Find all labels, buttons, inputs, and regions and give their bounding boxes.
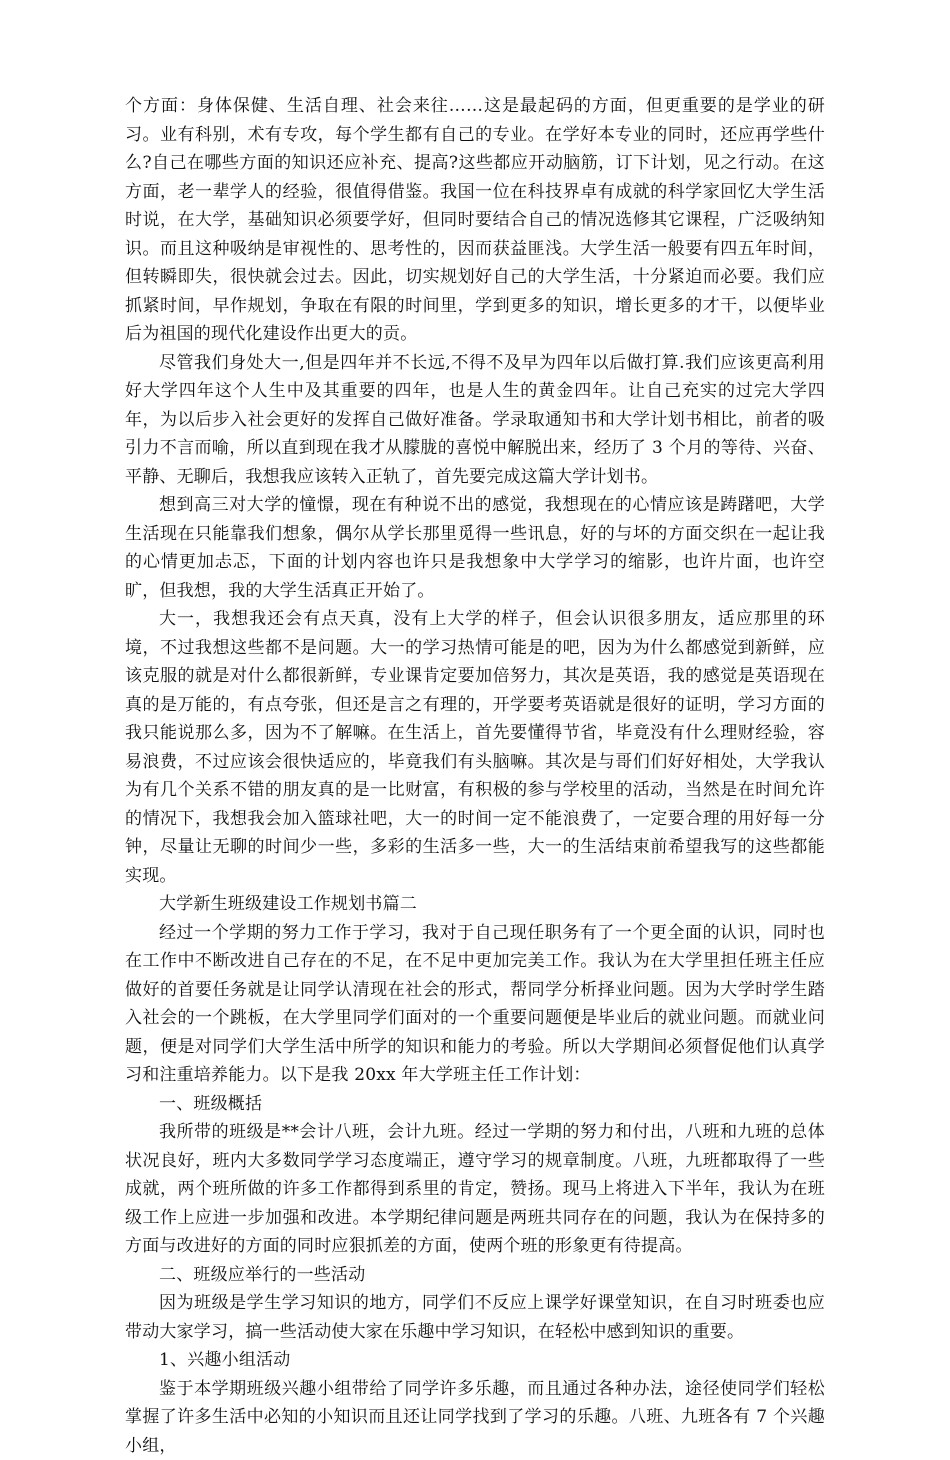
heading-class-activities: 二、班级应举行的一些活动 [125,1261,825,1290]
paragraph-interest-groups: 鉴于本学期班级兴趣小组带给了同学许多乐趣，而且通过各种办法，途径使同学们轻松掌握了许多生活中必知的小知识而且还让同学找到了学习的乐趣。八班、九班各有 7 个兴趣小组， [125,1375,825,1460]
paragraph-expectations: 想到高三对大学的憧憬，现在有种说不出的感觉，我想现在的心情应该是踌躇吧，大学生活现在只能靠我们想象，偶尔从学长那里觅得一些讯息，好的与坏的方面交织在一起让我的心情更加忐忑，下面的计划内容也许只是我想象中大学学习的缩影，也许片面，也许空旷，但我想，我的大学生活真正开始了。 [125,491,825,605]
paragraph-class-teacher-plan: 经过一个学期的努力工作于学习，我对于自己现任职务有了一个更全面的认识，同时也在工作中不断改进自己存在的不足，在不足中更加完美工作。我认为在大学里担任班主任应做好的首要任务就是让同学认清现在社会的形式，帮同学分析择业问题。因为大学时学生踏入社会的一个跳板，在大学里同学们面对的一个重要问题便是毕业后的就业问题。而就业问题，便是对同学们大学生活中所学的知识和能力的考验。所以大学期间必须督促他们认真学习和注重培养能力。以下是我 20xx 年大学班主任工作计划： [125,919,825,1090]
paragraph-freshman-plan: 尽管我们身处大一,但是四年并不长远,不得不及早为四年以后做打算.我们应该更高利用好大学四年这个人生中及其重要的四年，也是人生的黄金四年。让自己充实的过完大学四年，为以后步入社会更好的发挥自己做好准备。学录取通知书和大学计划书相比，前者的吸引力不言而喻，所以直到现在我才从朦胧的喜悦中解脱出来，经历了 3 个月的等待、兴奋、平静、无聊后，我想我应该转入正轨了，首先要完成这篇大学计划书。 [125,349,825,492]
document-page [125,92,825,1460]
paragraph-class-overview: 我所带的班级是**会计八班，会计九班。经过一学期的努力和付出，八班和九班的总体状况良好，班内大多数同学学习态度端正，遵守学习的规章制度。八班，九班都取得了一些成就，两个班所做的许多工作都得到系里的肯定，赞扬。现马上将进入下半年，我认为在班级工作上应进一步加强和改进。本学期纪律问题是两班共同存在的问题，我认为在保持多的方面与改进好的方面的同时应狠抓差的方面，使两个班的形象更有待提高。 [125,1118,825,1261]
heading-interest-groups: 1、兴趣小组活动 [125,1346,825,1375]
paragraph-first-year: 大一，我想我还会有点天真，没有上大学的样子，但会认识很多朋友，适应那里的环境，不过我想这些都不是问题。大一的学习热情可能是的吧，因为为什么都感觉到新鲜，应该克服的就是对什么都很新鲜，专业课肯定要加倍努力，其次是英语，我的感觉是英语现在真的是万能的，有点夸张，但还是言之有理的，开学要考英语就是很好的证明，学习方面的我只能说那么多，因为不了解嘛。在生活上，首先要懂得节省，毕竟没有什么理财经验，容易浪费，不过应该会很快适应的，毕竟我们有头脑嘛。其次是与哥们们好好相处，大学我认为有几个关系不错的朋友真的是一比财富，有积极的参与学校里的活动，当然是在时间允许的情况下，我想我会加入篮球社吧，大一的时间一定不能浪费了，一定要合理的用好每一分钟，尽量让无聊的时间少一些，多彩的生活多一些，大一的生活结束前希望我写的这些都能实现。 [125,605,825,890]
section-heading-part-two: 大学新生班级建设工作规划书篇二 [125,890,825,919]
paragraph-intro-continued: 个方面：身体保健、生活自理、社会来往……这是最起码的方面，但更重要的是学业的研习。业有科别，术有专攻，每个学生都有自己的专业。在学好本专业的同时，还应再学些什么?自己在哪些方面的知识还应补充、提高?这些都应开动脑筋，订下计划，见之行动。在这方面，老一辈学人的经验，很值得借鉴。我国一位在科技界卓有成就的科学家回忆大学生活时说，在大学，基础知识必须要学好，但同时要结合自己的情况选修其它课程，广泛吸纳知识。而且这种吸纳是审视性的、思考性的，因而获益匪浅。大学生活一般要有四五年时间，但转瞬即失，很快就会过去。因此，切实规划好自己的大学生活，十分紧迫而必要。我们应抓紧时间，早作规划，争取在有限的时间里，学到更多的知识，增长更多的才干，以便毕业后为祖国的现代化建设作出更大的贡。 [125,92,825,349]
paragraph-class-activities: 因为班级是学生学习知识的地方，同学们不反应上课学好课堂知识，在自习时班委也应带动大家学习，搞一些活动使大家在乐趣中学习知识，在轻松中感到知识的重要。 [125,1289,825,1346]
heading-class-overview: 一、班级概括 [125,1090,825,1119]
